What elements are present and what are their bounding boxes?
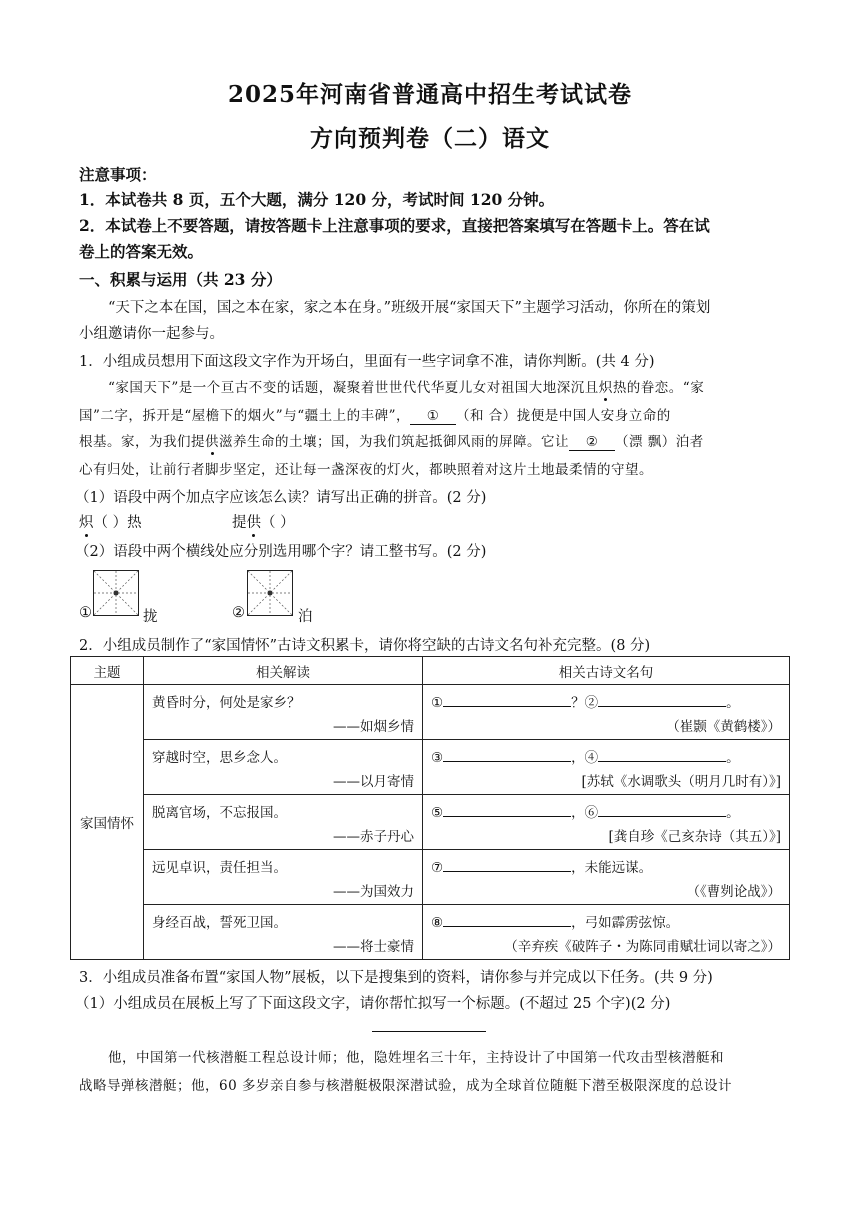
passage-line-1: 他，中国第一代核潜艇工程总设计师；他，隐姓埋名三十年，主持设计了中国第一代攻击型核潜艇和 [108, 1050, 724, 1066]
notice-item-1: 1．本试卷共 8 页，五个大题，满分 120 分，考试时间 120 分钟。 [79, 190, 555, 209]
interp-text: 黄昏时分，何处是家乡？ [152, 695, 301, 711]
table-header-row [71, 657, 790, 685]
poem-blank-line: ⑦ ，未能远谋。 [431, 856, 652, 876]
pinyin-item-1: 炽（ ）热 [79, 511, 142, 532]
table-row [71, 795, 790, 850]
interp-source: ——将士豪情 [333, 939, 414, 955]
table-row [71, 740, 790, 795]
interp-text: 身经百战，誓死卫国。 [152, 915, 287, 931]
title-answer-line [372, 1031, 486, 1032]
interp-source: ——如烟乡情 [333, 719, 414, 735]
question-1-sub-1: （1）语段中两个加点字应该怎么读？请写出正确的拼音。(2 分) [75, 490, 487, 506]
blank-1: ① [410, 408, 456, 425]
question-1-sub-2: （2）语段中两个横线处应分别选用哪个字？请工整书写。(2 分) [75, 544, 487, 560]
table-row [71, 850, 790, 905]
section-heading: 一、积累与运用（共 23 分） [79, 270, 282, 289]
page-subtitle: 方向预判卷（二）语文 [310, 125, 550, 152]
interp-source: ——赤子丹心 [333, 829, 414, 845]
grid-icon [248, 571, 292, 615]
section-intro-line2: 小组邀请你一起参与。 [79, 326, 224, 342]
question-3-sub-1: （1）小组成员在展板上写了下面这段文字，请你帮忙拟写一个标题。(不超过 25 个字)(2 分) [75, 996, 671, 1012]
section-intro-line1: “天下之本在国，国之本在家，家之本在身。”班级开展“家国天下”主题学习活动，你所在的策划 [108, 300, 711, 316]
pinyin-item-2: 提供（ ） [232, 511, 295, 532]
theme-cell: 家国情怀 [71, 685, 144, 960]
table-header: 相关古诗文名句 [423, 657, 790, 685]
box-2-number: ② [232, 605, 245, 621]
poem-blank-line: ① ？② 。 [431, 691, 740, 711]
poem-blank-line: ③ ，④ 。 [431, 746, 740, 766]
question-2-stem: 2．小组成员制作了“家国情怀”古诗文积累卡，请你将空缺的古诗文名句补充完整。(8 分) [79, 638, 651, 654]
writing-box-1 [93, 570, 139, 616]
notice-heading: 注意事项： [79, 165, 157, 184]
box-2-char: 泊 [298, 609, 313, 625]
table-row [71, 685, 790, 740]
poem-source: （《曹刿论战》） [686, 884, 781, 900]
poem-blank-line: ⑧ ，弓如霹雳弦惊。 [431, 911, 679, 931]
question-3-stem: 3．小组成员准备布置“家国人物”展板，以下是搜集到的资料，请你参与并完成以下任务。(共 9 分) [79, 970, 713, 986]
dotted-char: 炽 [599, 376, 613, 396]
interp-text: 穿越时空，思乡念人。 [152, 750, 287, 766]
poem-blank-line: ⑤ ，⑥ 。 [431, 801, 740, 821]
question-1-stem: 1．小组成员想用下面这段文字作为开场白，里面有一些字词拿不准，请你判断。(共 4 分) [79, 354, 655, 370]
interp-text: 脱离官场，不忘报国。 [152, 805, 287, 821]
writing-box-2 [247, 570, 293, 616]
dotted-char: 供 [205, 430, 219, 450]
notice-item-2-line2: 卷上的答案无效。 [79, 242, 204, 261]
blank-2: ② [569, 434, 615, 451]
interp-source: ——以月寄情 [333, 774, 414, 790]
passage-line-4: 心有归处，让前行者脚步坚定，还让每一盏深夜的灯火，都映照着对这片土地最柔情的守望。 [79, 462, 653, 478]
box-1-char: 拢 [143, 609, 158, 625]
poem-source: （崔颢《黄鹤楼》） [666, 719, 781, 735]
table-header: 相关解读 [144, 657, 423, 685]
notice-item-2-line1: 2．本试卷上不要答题，请按答题卡上注意事项的要求，直接把答案填写在答题卡上。答在试 [79, 216, 710, 235]
passage-line-1: “家国天下”是一个亘古不变的话题，凝聚着世世代代华夏儿女对祖国大地深沉且炽热的眷恋。“家 [108, 376, 704, 396]
grid-icon [94, 571, 138, 615]
page-title: 2025年河南省普通高中招生考试试卷 [227, 81, 632, 108]
poem-source: （辛弃疾《破阵子・为陈同甫赋壮词以寄之》） [504, 939, 781, 955]
interp-source: ——为国效力 [333, 884, 414, 900]
poem-table [70, 656, 790, 960]
passage-line-3: 根基。家，为我们提供滋养生命的土壤；国，为我们筑起抵御风雨的屏障。它让 ② （漂 飘）泊者 [79, 430, 704, 451]
passage-line-2: 国”二字，拆开是“屋檐下的烟火”与“疆土上的丰碑”， ① （和 合）拢便是中国人安身立命的 [79, 408, 671, 424]
poem-source: [龚自珍《己亥杂诗（其五）》] [608, 829, 781, 845]
interp-text: 远见卓识，责任担当。 [152, 860, 287, 876]
table-header: 主题 [71, 657, 144, 685]
passage-line-2: 战略导弹核潜艇；他，60 多岁亲自参与核潜艇极限深潜试验，成为全球首位随艇下潜至极限深度的总设计 [79, 1078, 732, 1094]
poem-source: [苏轼《水调歌头（明月几时有）》] [581, 774, 781, 790]
box-1-number: ① [79, 605, 92, 621]
table-row [71, 905, 790, 960]
